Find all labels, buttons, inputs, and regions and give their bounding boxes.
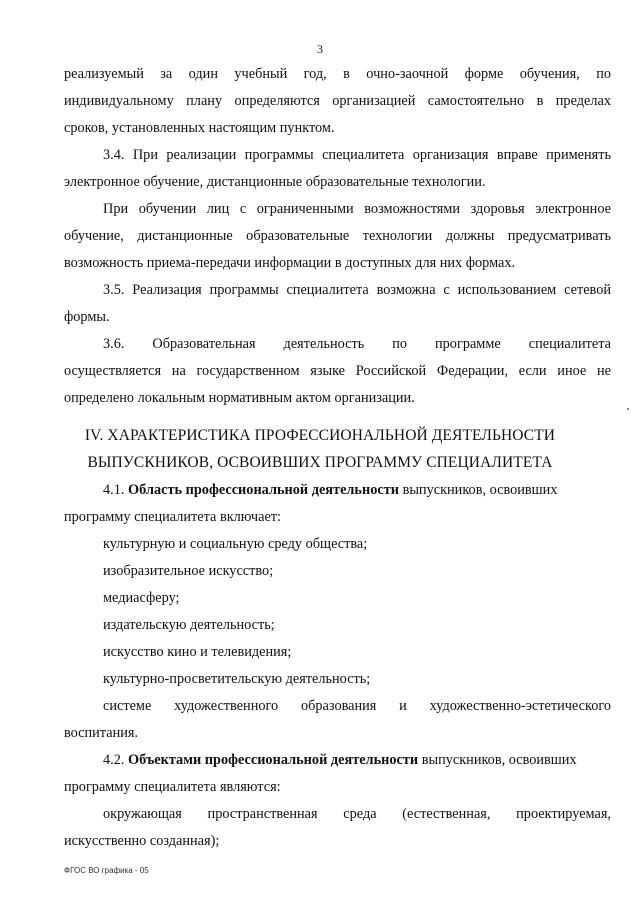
text-line: программу специалитета включает:	[64, 509, 282, 525]
text-line: программу специалитета являются:	[64, 779, 281, 795]
list-item: культурно-просветительскую деятельность;	[103, 671, 371, 687]
bold-term: Область профессиональной деятельности	[128, 482, 399, 498]
text-line: возможность приема-передачи информации в доступных для них формах.	[64, 255, 516, 271]
text-line: сроков, установленных настоящим пунктом.	[64, 120, 335, 136]
page-number: 3	[317, 42, 323, 56]
scan-mark	[627, 408, 629, 410]
section-heading-line-2: ВЫПУСКНИКОВ, ОСВОИВШИХ ПРОГРАММУ СПЕЦИАЛИТЕТА	[87, 454, 553, 471]
paragraph-4-1	[103, 481, 611, 499]
list-item: системе художественного образования и художественно-эстетического	[103, 698, 611, 714]
list-item-continuation: воспитания.	[64, 725, 139, 741]
text-line: 3.4. При реализации программы специалитета организация вправе применять	[103, 147, 611, 163]
list-item: культурную и социальную среду общества;	[103, 536, 368, 552]
text-line: 3.5. Реализация программы специалитета возможна с использованием сетевой	[103, 282, 611, 298]
paragraph-text: выпускников, освоивших	[399, 482, 558, 498]
text-line: обучение, дистанционные образовательные технологии должны предусматривать	[64, 228, 611, 244]
list-item-continuation: искусственно созданная);	[64, 833, 220, 849]
list-item: изобразительное искусство;	[103, 563, 274, 579]
page-footer: ФГОС ВО графика - 05	[64, 866, 149, 875]
list-item: искусство кино и телевидения;	[103, 644, 292, 660]
list-item: окружающая пространственная среда (естественная, проектируемая,	[103, 806, 611, 822]
paragraph-text: выпускников, освоивших	[418, 752, 577, 768]
list-item: издательскую деятельность;	[103, 617, 275, 633]
list-item: медиасферу;	[103, 590, 180, 606]
text-line: 3.6. Образовательная деятельность по программе специалитета	[103, 336, 611, 352]
text-line: формы.	[64, 309, 110, 325]
paragraph-number: 4.1.	[103, 482, 125, 498]
text-line: определено локальным нормативным актом организации.	[64, 390, 415, 406]
text-line: осуществляется на государственном языке Российской Федерации, если иное не	[64, 363, 611, 379]
text-line: индивидуальному плану определяются организацией самостоятельно в пределах	[64, 93, 611, 109]
text-line: При обучении лиц с ограниченными возможностями здоровья электронное	[103, 201, 611, 217]
paragraph-number: 4.2.	[103, 752, 125, 768]
bold-term: Объектами профессиональной деятельности	[128, 752, 419, 768]
paragraph-4-2	[103, 751, 611, 769]
text-line: реализуемый за один учебный год, в очно-заочной форме обучения, по	[64, 66, 611, 82]
text-line: электронное обучение, дистанционные образовательные технологии.	[64, 174, 486, 190]
section-heading-line-1: IV. ХАРАКТЕРИСТИКА ПРОФЕССИОНАЛЬНОЙ ДЕЯТЕЛЬНОСТИ	[84, 427, 556, 444]
